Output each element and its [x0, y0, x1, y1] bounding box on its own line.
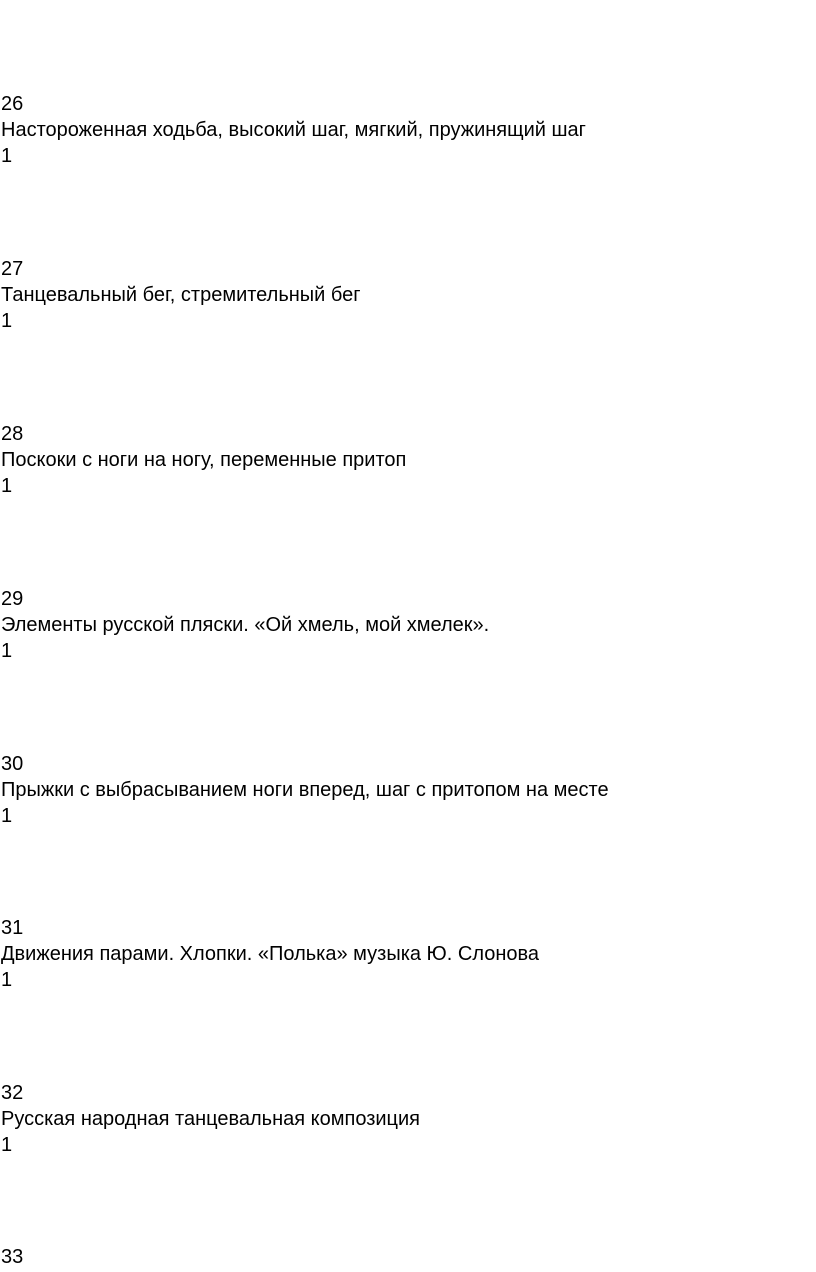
lesson-entry-26 [1, 91, 811, 169]
lesson-entry-27 [1, 256, 811, 334]
lesson-title: Танцевальный бег, стремительный бег [1, 284, 361, 306]
lesson-hours: 1 [1, 640, 13, 662]
lesson-entry-30 [1, 751, 811, 829]
lesson-number: 29 [1, 588, 24, 610]
lesson-title: Движения парами. Хлопки. «Полька» музыка Ю. Слонова [1, 943, 540, 965]
lesson-hours: 1 [1, 145, 13, 167]
lesson-number: 27 [1, 258, 24, 280]
lesson-number: 30 [1, 753, 24, 775]
lesson-hours: 1 [1, 1134, 13, 1156]
lesson-number: 31 [1, 917, 24, 939]
lesson-title: Русская народная танцевальная композиция [1, 1108, 421, 1130]
lesson-entry-28 [1, 421, 811, 499]
lesson-title: Настороженная ходьба, высокий шаг, мягкий, пружинящий шаг [1, 119, 586, 141]
lesson-entry-32 [1, 1080, 811, 1158]
lesson-title: Прыжки с выбрасыванием ноги вперед, шаг с притопом на месте [1, 779, 609, 801]
lesson-title: Элементы русской пляски. «Ой хмель, мой хмелек». [1, 614, 490, 636]
lesson-number: 33 [1, 1246, 24, 1268]
lesson-hours: 1 [1, 805, 13, 827]
lesson-number: 32 [1, 1082, 24, 1104]
lesson-hours: 1 [1, 475, 13, 497]
lesson-entry-33 [1, 1244, 811, 1270]
lesson-title: Поскоки с ноги на ногу, переменные притоп [1, 449, 407, 471]
lesson-entry-31 [1, 915, 811, 993]
lesson-entry-29 [1, 586, 811, 664]
lesson-number: 26 [1, 93, 24, 115]
lesson-number: 28 [1, 423, 24, 445]
lesson-hours: 1 [1, 969, 13, 991]
lesson-hours: 1 [1, 310, 13, 332]
